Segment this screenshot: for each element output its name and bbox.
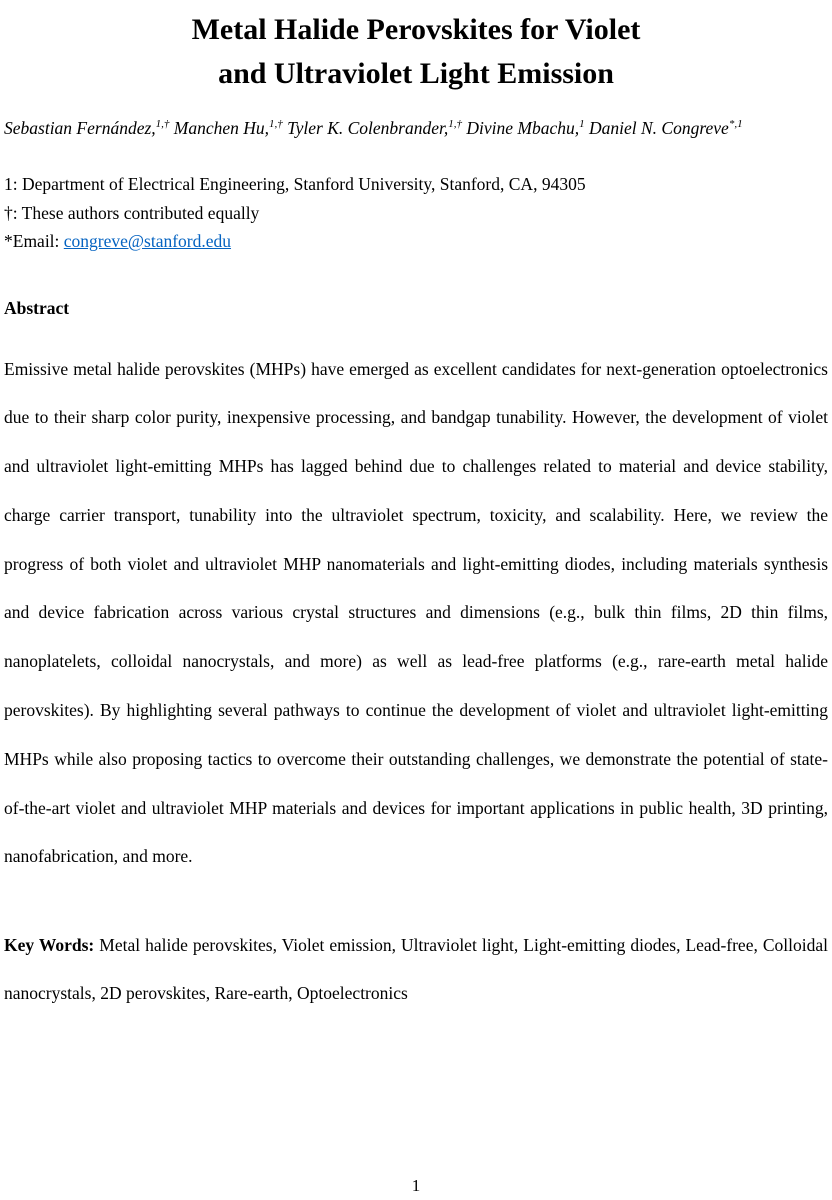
author-name: Tyler K. Colenbrander, [282, 118, 449, 138]
author-affiliation-marker: 1,† [155, 118, 170, 131]
author-affiliation-marker: 1,† [448, 118, 462, 131]
author-name: Sebastian Fernández, [4, 118, 156, 138]
author-affiliation-marker: 1,† [269, 118, 283, 131]
keywords-text: Metal halide perovskites, Violet emission, Ultraviolet light, Light-emitting diodes, Lead-free, Colloidal nanocrystals, 2D perovskites, Rare-earth, Optoelectronics [4, 935, 828, 1004]
author-name: Daniel N. Congreve [584, 118, 729, 138]
equal-contribution-note: †: These authors contributed equally [4, 202, 260, 223]
paper-title-line1: Metal Halide Perovskites for Violet [191, 13, 641, 46]
paper-title [4, 8, 828, 96]
keywords-line [4, 921, 828, 1017]
email-line [4, 227, 828, 256]
author-affiliation-marker: 1 [579, 118, 585, 131]
email-label: *Email: [4, 231, 64, 251]
page-number: 1 [411, 1176, 421, 1195]
affiliation-block [4, 170, 828, 256]
keywords-label: Key Words: [4, 935, 95, 956]
abstract-text: Emissive metal halide perovskites (MHPs) have emerged as excellent candidates for next-generation optoelectronics due to their sharp color purity, inexpensive processing, and bandgap tunability. However, the development of violet and ultraviolet light-emitting MHPs has lagged behind due to challenges related to material and device stability, charge carrier transport, tunability into the ultraviolet spectrum, toxicity, and scalability. Here, we review the progress of both violet and ultraviolet MHP nanomaterials and light-emitting diodes, including materials synthesis and device fabrication across various crystal structures and dimensions (e.g., bulk thin films, 2D thin films, nanoplatelets, colloidal nanocrystals, and more) as well as lead-free platforms (e.g., rare-earth metal halide perovskites). By highlighting several pathways to continue the development of violet and ultraviolet light-emitting MHPs while also proposing tactics to overcome their outstanding challenges, we demonstrate the potential of state-of-the-art violet and ultraviolet MHP materials and devices for important applications in public health, 3D printing, nanofabrication, and more. [4, 358, 828, 867]
paper-title-line2: and Ultraviolet Light Emission [218, 57, 614, 90]
email-link[interactable]: congreve@stanford.edu [63, 231, 232, 251]
author-name: Divine Mbachu, [462, 118, 580, 138]
author-name: Manchen Hu, [169, 118, 270, 138]
affiliation-department: 1: Department of Electrical Engineering, Stanford University, Stanford, CA, 94305 [4, 174, 586, 194]
author-line [4, 114, 828, 142]
abstract-heading: Abstract [4, 297, 70, 318]
author-affiliation-marker: *,1 [728, 118, 743, 131]
